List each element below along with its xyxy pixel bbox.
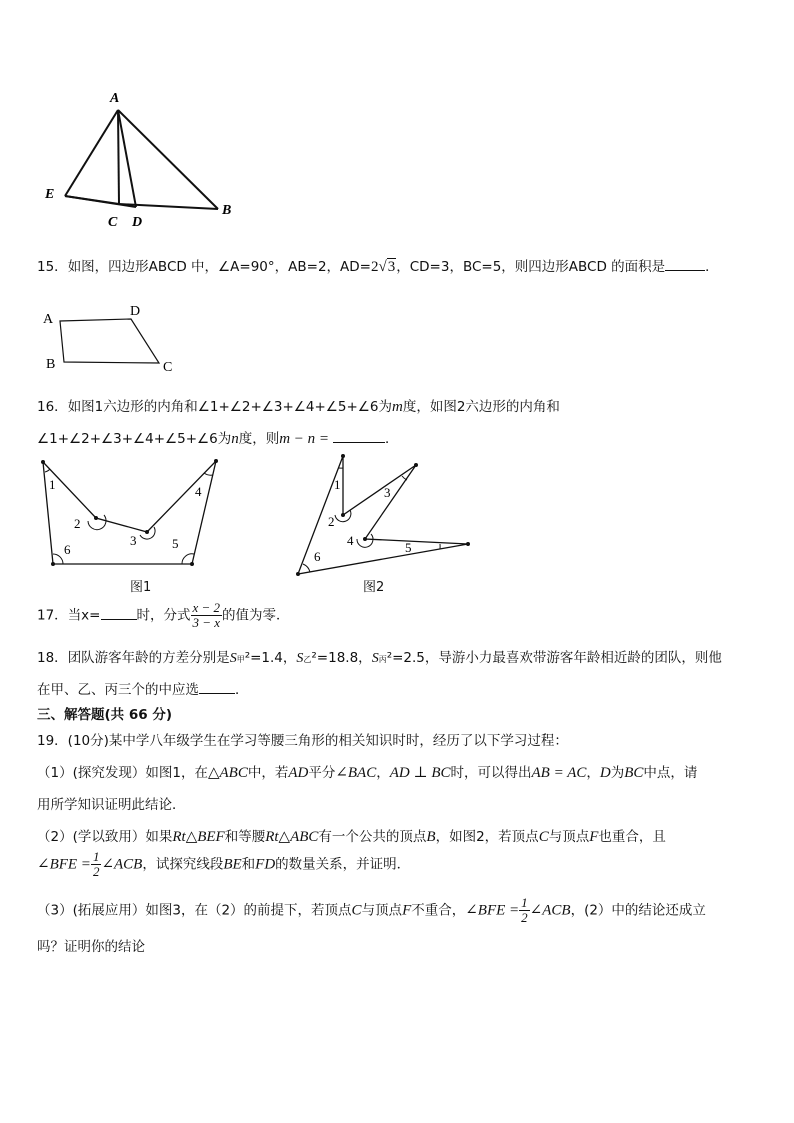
angle-label-1: 1 bbox=[334, 477, 341, 492]
question-19-part-2-line-2: ∠BFE = $\frac{1}{2}$ ∠ACB，试探究线段BE和FD的数量关系，并证明． bbox=[37, 849, 411, 879]
answer-blank-18[interactable] bbox=[199, 681, 235, 694]
angle-label-5: 5 bbox=[172, 536, 179, 551]
quadrilateral-figure-15 bbox=[38, 300, 188, 378]
question-19-part-1-line-2: 用所学知识证明此结论． bbox=[37, 797, 186, 813]
question-19-part-3: （3）(拓展应用）如图3，在（2）的前提下，若顶点C与顶点F不重合，∠BFE = $\frac{1}{2}$ ∠ACB，(2）中的结论还成立 bbox=[37, 895, 706, 925]
angle-label-4: 4 bbox=[195, 484, 202, 499]
angle-label-3: 3 bbox=[130, 533, 137, 548]
vertex-a-label: A bbox=[110, 91, 120, 106]
sqrt-expression: 2√3 bbox=[370, 259, 396, 275]
question-16-line-2: ∠1+∠2+∠3+∠4+∠5+∠6为n度，则m − n = ． bbox=[37, 431, 399, 447]
angle-label-3: 3 bbox=[384, 485, 391, 500]
triangle-figure-14 bbox=[40, 86, 240, 232]
angle-label-2: 2 bbox=[74, 516, 81, 531]
question-19-part-2: （2）(学以致用）如果Rt△BEF和等腰Rt△ABC有一个公共的顶点B，如图2，若顶点C与顶点F也重合，且 bbox=[37, 829, 666, 845]
question-15: 15．如图，四边形ABCD 中，∠A=90°，AB=2，AD=2√3，CD=3，BC=5，则四边形ABCD 的面积是 ． bbox=[37, 259, 719, 275]
hexagon-figure-1 bbox=[36, 455, 236, 595]
vertex-b-label: B bbox=[46, 357, 56, 372]
angle-label-5: 5 bbox=[405, 540, 412, 555]
fraction-half: $\frac{1}{2}$ bbox=[92, 849, 100, 879]
fraction-half: $\frac{1}{2}$ bbox=[521, 895, 528, 925]
figure-2-caption: 图2 bbox=[363, 580, 385, 595]
angle-label-2: 2 bbox=[328, 514, 335, 529]
question-18-line-2: 在甲、乙、丙三个的中应选 ． bbox=[37, 682, 249, 698]
vertex-c-label: C bbox=[163, 360, 173, 375]
angle-label-4: 4 bbox=[347, 533, 354, 548]
question-19-head: 19．(10分)某中学八年级学生在学习等腰三角形的相关知识时时，经历了以下学习过程： bbox=[37, 733, 568, 749]
angle-label-1: 1 bbox=[49, 477, 56, 492]
question-16-line-1: 16．如图1六边形的内角和∠1+∠2+∠3+∠4+∠5+∠6为m度，如图2六边形的内角和 bbox=[37, 399, 560, 415]
answer-blank-16[interactable] bbox=[333, 430, 385, 443]
section-title: 三、解答题(共 66 分) bbox=[37, 707, 173, 723]
angle-label-6: 6 bbox=[64, 542, 71, 557]
answer-blank-15[interactable] bbox=[665, 258, 705, 271]
figure-1-caption: 图1 bbox=[130, 580, 152, 595]
vertex-d-label: D bbox=[132, 215, 143, 230]
question-17: 17．当x= 时，分式 $\frac{x - 2}{3 - x}$ 的值为零． bbox=[37, 600, 290, 630]
vertex-a-label: A bbox=[43, 312, 54, 327]
question-19-part-1: （1）(探究发现）如图1，在△ABC中，若AD平分∠BAC，AD ⊥ BC时，可以得出AB = AC，D为BC中点，请 bbox=[37, 765, 698, 781]
answer-blank-17[interactable] bbox=[101, 607, 137, 620]
vertex-b-label: B bbox=[222, 203, 232, 218]
fraction: $\frac{x - 2}{3 - x}$ bbox=[192, 600, 221, 630]
vertex-c-label: C bbox=[108, 215, 118, 230]
question-18-line-1: 18．团队游客年龄的方差分别是S甲²=1.4，S乙²=18.8，S丙²=2.5，导游小力最喜欢带游客年龄相近龄的团队，则他 bbox=[37, 650, 722, 666]
question-19-part-3-line-2: 吗？证明你的结论 bbox=[37, 939, 145, 955]
hexagon-figure-2 bbox=[290, 448, 480, 580]
vertex-d-label: D bbox=[130, 304, 141, 319]
vertex-e-label: E bbox=[45, 187, 55, 202]
angle-label-6: 6 bbox=[314, 549, 321, 564]
